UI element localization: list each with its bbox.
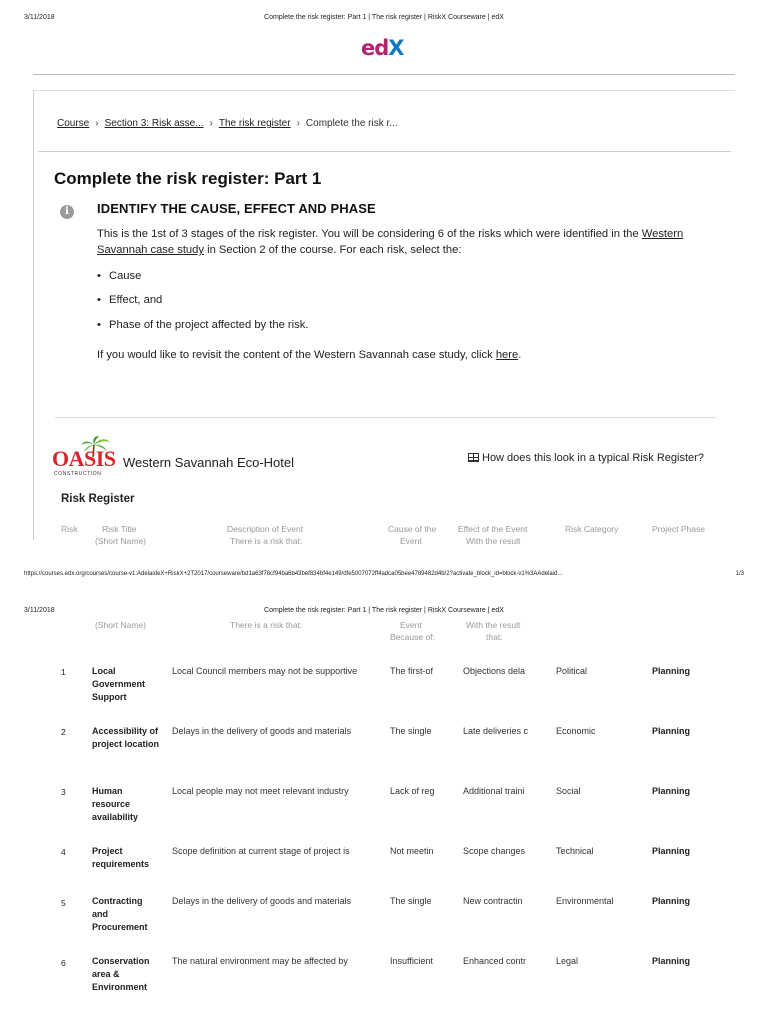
oasis-logo (52, 436, 122, 480)
intro-paragraph (97, 226, 697, 258)
info-icon: i (60, 205, 74, 219)
revisit-paragraph (97, 349, 521, 361)
col-header-cause: Cause of the (388, 524, 437, 534)
table-header-top (0, 518, 768, 546)
risk-description[interactable]: The natural environment may be affected by (172, 956, 348, 966)
page-title: Complete the risk register: Part 1 (54, 169, 322, 188)
chevron-right-icon: › (95, 118, 99, 129)
col-header-phase: Project Phase (652, 524, 705, 534)
table-icon (468, 453, 479, 462)
risk-category: Environmental (556, 896, 614, 906)
chevron-right-icon: › (209, 118, 213, 129)
breadcrumb-subsection[interactable]: The risk register (218, 118, 291, 129)
col-header-cause-sub2: Because of: (390, 632, 435, 642)
typical-register-link[interactable] (468, 452, 704, 464)
col-header-title-sub: (Short Name) (95, 536, 147, 546)
revisit-text-end: . (518, 349, 522, 361)
risk-cause[interactable]: Insufficient (390, 956, 433, 966)
print-header (0, 14, 768, 26)
risk-number: 2 (61, 727, 66, 737)
col-header-risk: Risk (61, 524, 78, 534)
risk-category: Political (556, 666, 588, 676)
risk-title: Local Government Support (92, 666, 146, 702)
risk-effect[interactable]: Additional traini (463, 786, 525, 796)
section-heading: IDENTIFY THE CAUSE, EFFECT AND PHASE (97, 201, 376, 216)
revisit-text: If you would like to revisit the content of the Western Savannah case study, click (97, 349, 496, 361)
risk-description[interactable]: Local Council members may not be supportive (172, 666, 358, 676)
print-url: https://courses.edx.org/courses/course-v1:AdelaideX+RiskX+2T2017/courseware/bd1a63f78cf94ba6b43bef834bf4e149/dfe5007072ff4adca05bee4789482d4b/2?activate_block_id=block-v1%3AAdelaid... (24, 571, 563, 577)
risk-phase[interactable]: Planning (652, 666, 690, 676)
chevron-right-icon: › (296, 118, 300, 129)
breadcrumb-section[interactable]: Section 3: Risk asse... (104, 118, 204, 129)
risk-number: 6 (61, 958, 66, 968)
risk-effect[interactable]: Late deliveries c (463, 726, 529, 736)
risk-phase[interactable]: Planning (652, 956, 690, 966)
print-page-number: 1/3 (735, 571, 744, 577)
print-date: 3/11/2018 (24, 607, 55, 614)
risk-cause[interactable]: Not meetin (390, 846, 434, 856)
risk-number: 4 (61, 847, 66, 857)
company-sub: CONSTRUCTION (54, 471, 102, 477)
col-header-cause-sub: Event (400, 536, 422, 546)
risk-cause[interactable]: The first-of (390, 666, 434, 676)
risk-category: Social (556, 786, 581, 796)
content-frame-left (33, 90, 34, 540)
intro-text-end: in Section 2 of the course. For each risk, select the: (203, 244, 462, 256)
col-header-effect: Effect of the Event (458, 524, 528, 534)
print-title: Complete the risk register: Part 1 | The risk register | RiskX Courseware | edX (264, 14, 504, 21)
risk-title: Contracting and Procurement (92, 896, 148, 932)
col-header-desc-sub: There is a risk that: (230, 536, 303, 546)
print-title: Complete the risk register: Part 1 | The risk register | RiskX Courseware | edX (264, 607, 504, 614)
case-study-link[interactable]: Western Savannah case study (97, 228, 684, 256)
risk-number: 1 (61, 667, 66, 677)
list-item-text: Phase of the project affected by the risk. (109, 319, 309, 331)
col-header-title: Risk Title (102, 524, 137, 534)
col-header-cause-sub: Event (400, 620, 422, 630)
breadcrumb-current: Complete the risk r... (305, 118, 398, 129)
risk-category: Technical (556, 846, 594, 856)
content-divider (55, 417, 716, 418)
risk-title: Conservation area & Environment (92, 956, 150, 992)
company-name: OASIS (52, 446, 116, 471)
risk-title: Project requirements (92, 846, 150, 869)
col-header-desc: Description of Event (227, 524, 304, 534)
breadcrumb-course[interactable]: Course (57, 118, 90, 129)
risk-effect[interactable]: Enhanced contr (463, 956, 527, 966)
risk-cause[interactable]: The single (390, 726, 432, 736)
col-header-effect-sub2: that: (486, 632, 503, 642)
risk-cause[interactable]: Lack of reg (390, 786, 435, 796)
risk-effect[interactable]: Scope changes (463, 846, 526, 856)
risk-description[interactable]: Delays in the delivery of goods and materials (172, 726, 352, 736)
col-header-effect-sub: With the result (466, 536, 521, 546)
risk-number: 3 (61, 787, 66, 797)
risk-phase[interactable]: Planning (652, 896, 690, 906)
col-header-desc-sub: There is a risk that: (230, 620, 303, 630)
risk-phase[interactable]: Planning (652, 846, 690, 856)
intro-text: This is the 1st of 3 stages of the risk register. You will be considering 6 of the risks which were identified in the (97, 228, 642, 240)
col-header-category: Risk Category (565, 524, 619, 534)
print-date: 3/11/2018 (24, 14, 55, 21)
risk-effect[interactable]: New contractin (463, 896, 523, 906)
risk-category: Legal (556, 956, 579, 966)
col-header-title-sub: (Short Name) (95, 620, 147, 630)
risk-phase[interactable]: Planning (652, 786, 690, 796)
typical-register-text: How does this look in a typical Risk Register? (482, 452, 704, 464)
risk-number: 5 (61, 898, 66, 908)
hotel-name: Western Savannah Eco-Hotel (123, 455, 295, 470)
risk-title: Accessibility of project location (92, 726, 160, 749)
risk-phase[interactable]: Planning (652, 726, 690, 736)
risk-cause[interactable]: The single (390, 896, 432, 906)
risk-register-heading: Risk Register (61, 493, 135, 505)
risk-description[interactable]: Scope definition at current stage of project is (172, 846, 350, 856)
risk-title: Human resource availability (92, 786, 139, 822)
breadcrumb-divider (38, 151, 731, 152)
risk-description[interactable]: Delays in the delivery of goods and materials (172, 896, 352, 906)
risk-effect[interactable]: Objections dela (463, 666, 526, 676)
risk-description[interactable]: Local people may not meet relevant industry (172, 786, 349, 796)
header-divider (33, 74, 735, 75)
breadcrumb (57, 118, 398, 129)
content-frame-top (33, 90, 735, 91)
list-item-text: Cause (109, 270, 142, 282)
table-header-bottom (0, 617, 768, 647)
here-link[interactable]: here (495, 349, 519, 361)
col-header-effect-sub: With the result (466, 620, 521, 630)
list-item-text: Effect, and (109, 294, 163, 306)
edx-logo[interactable]: edX (361, 36, 404, 60)
risk-category: Economic (556, 726, 596, 736)
